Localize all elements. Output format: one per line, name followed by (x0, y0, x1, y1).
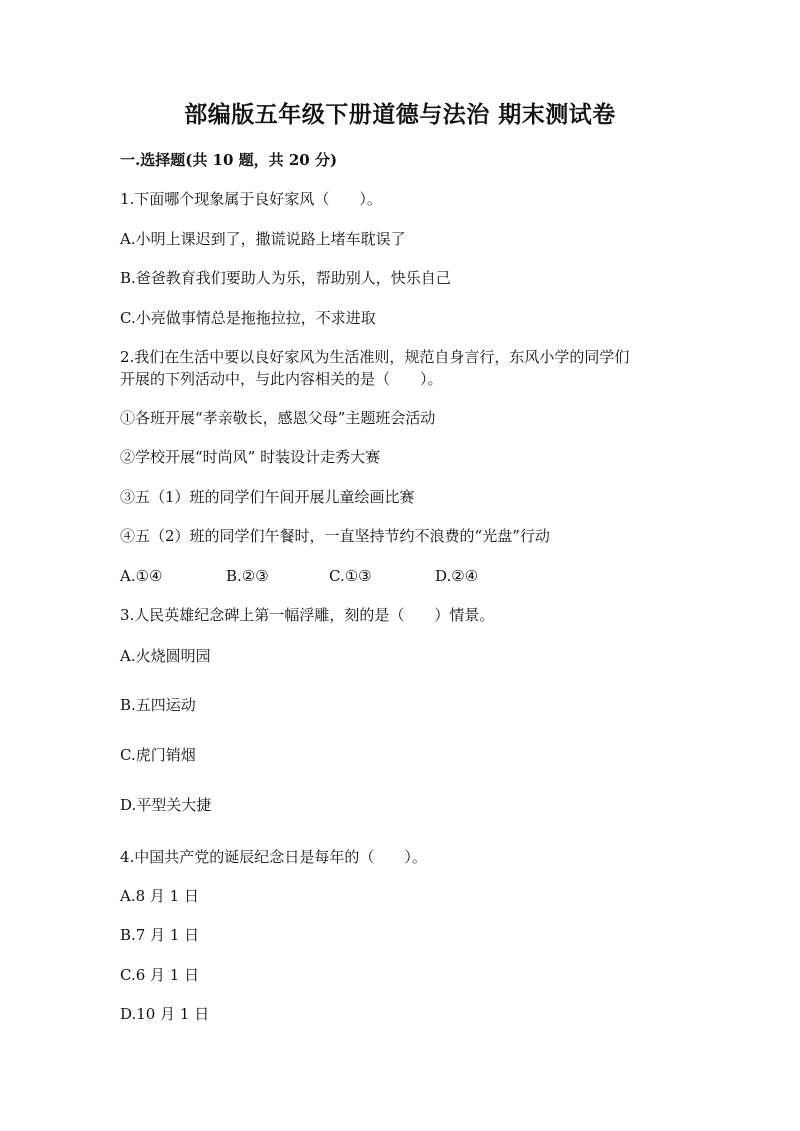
question-4-option-c: C.6 月 1 日 (120, 966, 200, 984)
question-4-option-b: B.7 月 1 日 (120, 926, 200, 944)
question-1-option-c: C.小亮做事情总是拖拖拉拉，不求进取 (120, 309, 376, 327)
question-2-stem-line-1: 2.我们在生活中要以良好家风为生活准则，规范自身言行，东风小学的同学们 (120, 348, 630, 366)
question-3-stem: 3.人民英雄纪念碑上第一幅浮雕，刻的是（ ）情景。 (120, 606, 495, 624)
question-3-option-b: B.五四运动 (120, 696, 196, 714)
question-4-option-a: A.8 月 1 日 (120, 887, 199, 905)
question-2-option-a: A.①④ (120, 567, 163, 585)
section-heading: 一.选择题(共 10 题，共 20 分) (120, 151, 338, 169)
question-1-stem: 1.下面哪个现象属于良好家风（ ）。 (120, 190, 382, 208)
question-2-item-2: ②学校开展“时尚风” 时装设计走秀大赛 (120, 448, 381, 466)
question-2-item-1: ①各班开展“孝亲敬长，感恩父母”主题班会活动 (120, 409, 436, 427)
question-1-option-b: B.爸爸教育我们要助人为乐，帮助别人，快乐自己 (120, 269, 451, 287)
question-1-option-a: A.小明上课迟到了，撒谎说路上堵车耽误了 (120, 230, 406, 248)
question-2-stem-line-2: 开展的下列活动中，与此内容相关的是（ ）。 (120, 370, 443, 388)
question-2-item-3: ③五（1）班的同学们午间开展儿童绘画比赛 (120, 488, 415, 506)
question-4-stem: 4.中国共产党的诞辰纪念日是每年的（ ）。 (120, 848, 427, 866)
question-2-item-4: ④五（2）班的同学们午餐时，一直坚持节约不浪费的“光盘”行动 (120, 527, 550, 545)
page-title: 部编版五年级下册道德与法治 期末测试卷 (184, 101, 616, 128)
question-2-option-d: D.②④ (435, 567, 479, 585)
question-2-option-c: C.①③ (329, 567, 372, 585)
question-2-options (120, 565, 520, 587)
question-3-option-c: C.虎门销烟 (120, 746, 196, 764)
question-4-option-d: D.10 月 1 日 (120, 1005, 210, 1023)
question-3-option-d: D.平型关大捷 (120, 796, 212, 814)
question-3-option-a: A.火烧圆明园 (120, 647, 211, 665)
question-2-option-b: B.②③ (226, 567, 269, 585)
